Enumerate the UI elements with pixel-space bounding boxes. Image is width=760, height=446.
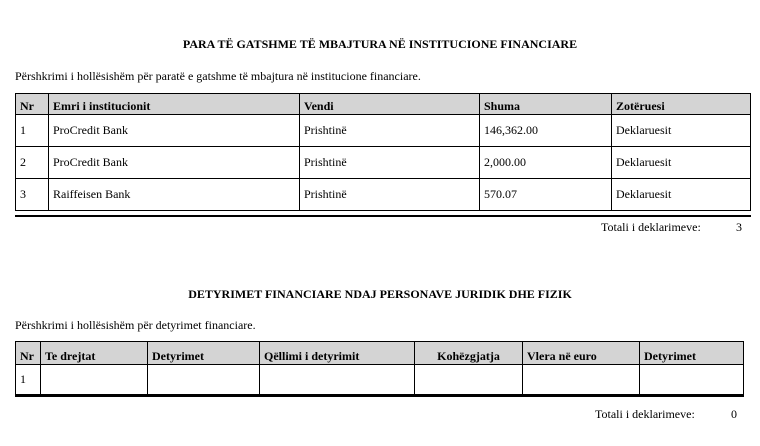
section1-title: PARA TË GATSHME TË MBAJTURA NË INSTITUCIONE FINANCIARE [182,37,578,51]
cell-rights [41,365,148,395]
col-header-nr: Nr [16,94,49,115]
cell-institution: ProCredit Bank [49,147,300,179]
cell-owner: Deklaruesit [612,179,751,211]
table-row [16,115,751,147]
section2-total-value: 0 [731,407,737,421]
financial-institutions-table [15,93,751,211]
table-bottom-rule [15,215,751,217]
table-header-row [16,342,744,365]
table-row [16,365,744,395]
col-header-nr: Nr [16,342,41,365]
cell-location: Prishtinë [300,115,480,147]
col-header-location: Vendi [300,94,480,115]
cell-amount: 570.07 [480,179,612,211]
financial-liabilities-table [15,341,744,395]
col-header-owner: Zotëruesi [612,94,751,115]
table-bottom-rule [15,395,744,397]
cell-owner: Deklaruesit [612,115,751,147]
col-header-value-eur: Vlera në euro [523,342,640,365]
cell-amount: 2,000.00 [480,147,612,179]
cell-nr: 3 [16,179,49,211]
section1-total-label: Totali i deklarimeve: [601,220,701,234]
cell-amount: 146,362.00 [480,115,612,147]
cell-location: Prishtinë [300,147,480,179]
cell-duration [415,365,523,395]
cell-institution: Raiffeisen Bank [49,179,300,211]
cell-value-eur [523,365,640,395]
table-row [16,179,751,211]
col-header-purpose: Qëllimi i detyrimit [260,342,415,365]
cell-nr: 1 [16,365,41,395]
col-header-liabilities-2: Detyrimet [640,342,744,365]
section2-description: Përshkrimi i hollësishëm për detyrimet financiare. [15,318,256,332]
section2-title: DETYRIMET FINANCIARE NDAJ PERSONAVE JURIDIK DHE FIZIK [188,287,572,301]
cell-nr: 1 [16,115,49,147]
cell-liabilities [148,365,260,395]
col-header-duration: Kohëzgjatja [415,342,523,365]
cell-owner: Deklaruesit [612,147,751,179]
cell-location: Prishtinë [300,179,480,211]
col-header-rights: Te drejtat [41,342,148,365]
section1-description: Përshkrimi i hollësishëm për paratë e gatshme të mbajtura në institucione financiare. [15,69,421,83]
table-row [16,147,751,179]
section1-total-value: 3 [736,220,742,234]
col-header-liabilities: Detyrimet [148,342,260,365]
cell-purpose [260,365,415,395]
col-header-amount: Shuma [480,94,612,115]
table-header-row [16,94,751,115]
cell-nr: 2 [16,147,49,179]
section2-total-label: Totali i deklarimeve: [595,407,695,421]
cell-liabilities-2 [640,365,744,395]
col-header-institution: Emri i institucionit [49,94,300,115]
cell-institution: ProCredit Bank [49,115,300,147]
